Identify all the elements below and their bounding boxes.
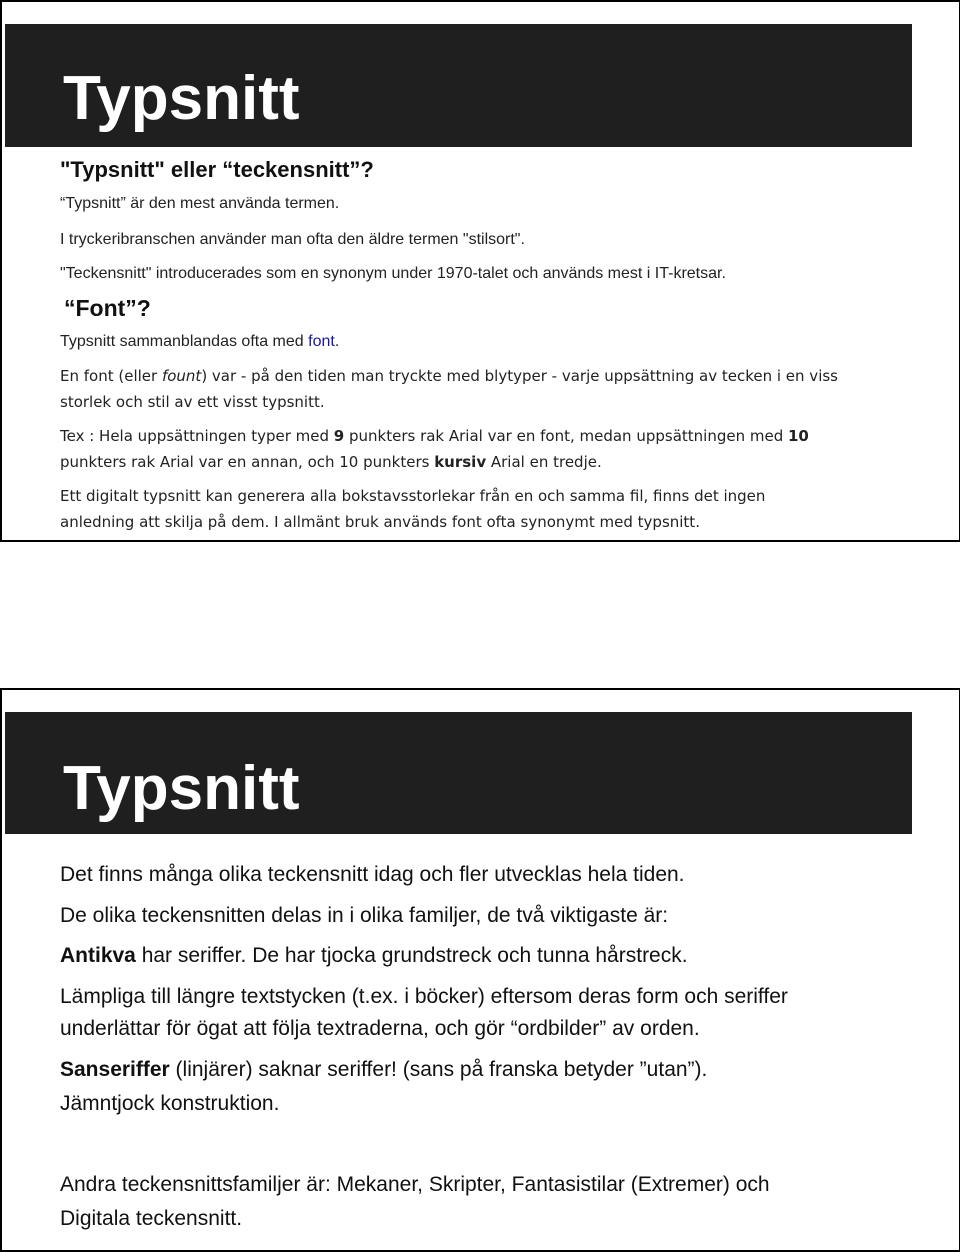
bold-span: 10 (787, 427, 809, 445)
text-span: Typsnitt sammanblandas ofta med (60, 333, 309, 350)
text-span: Arial en tredje. (486, 453, 602, 471)
text-line (60, 449, 602, 475)
italic-span: fount (161, 367, 202, 385)
text-line: Ett digitalt typsnitt kan generera alla bokstavsstorlekar från en och samma fil, finns det ingen (60, 487, 766, 505)
text-line: De olika teckensnitten delas in i olika familjer, de två viktigaste är: (60, 904, 669, 927)
bold-span: 9 (333, 427, 345, 445)
text-line (60, 363, 838, 389)
text-span: punkters rak Arial var en annan, och 10 punkters (60, 453, 435, 471)
text-line: "Teckensnitt" introducerades som en synonym under 1970-talet och används mest i IT-kretsar. (60, 265, 726, 282)
slide-2 (0, 688, 960, 1252)
slide-title: Typsnitt (63, 64, 300, 133)
title-bar (5, 24, 912, 147)
text-line: “Typsnitt” är den mest använda termen. (60, 195, 340, 212)
title-bar (5, 712, 912, 834)
bold-span: Antikva (60, 944, 136, 967)
text-span: ) var - på den tiden man tryckte med blytyper - varje uppsättning av tecken i en viss (201, 367, 838, 385)
bold-span: Sanseriffer (60, 1058, 170, 1081)
text-span: punkters rak Arial var en font, medan uppsättningen med (344, 427, 788, 445)
text-span: Tex : Hela uppsättningen typer med (60, 427, 334, 445)
bold-span: kursiv (434, 453, 487, 471)
text-span: (linjärer) saknar seriffer! (sans på franska betyder ”utan”). (169, 1058, 708, 1081)
text-span: . (334, 333, 340, 350)
text-line: Digitala teckensnitt. (60, 1207, 243, 1230)
text-line (60, 329, 339, 355)
font-link[interactable]: font (308, 333, 335, 350)
text-line: underlättar för ögat att följa textraderna, och gör “ordbilder” av orden. (60, 1017, 700, 1040)
text-span: har seriffer. De har tjocka grundstreck och tunna hårstreck. (135, 944, 688, 967)
text-line: Jämntjock konstruktion. (60, 1092, 280, 1115)
text-line (60, 1054, 707, 1086)
heading-font: “Font”? (64, 295, 151, 321)
text-line: I tryckeribranschen använder man ofta den äldre termen "stilsort". (60, 231, 525, 248)
text-line: Det finns många olika teckensnitt idag och fler utvecklas hela tiden. (60, 863, 685, 886)
text-line (60, 940, 688, 972)
text-line: anledning att skilja på dem. I allmänt bruk används font ofta synonymt med typsnitt. (60, 513, 700, 531)
text-line: Lämpliga till längre textstycken (t.ex. i böcker) eftersom deras form och seriffer (60, 985, 788, 1008)
slide-title: Typsnitt (63, 754, 300, 823)
text-span: En font (eller (60, 367, 162, 385)
text-line (60, 423, 809, 449)
text-line: Andra teckensnittsfamiljer är: Mekaner, Skripter, Fantasistilar (Extremer) och (60, 1173, 770, 1196)
slide-1 (0, 0, 960, 542)
heading-typsnitt-teckensnitt: "Typsnitt" eller “teckensnitt”? (60, 157, 374, 182)
text-line: storlek och stil av ett visst typsnitt. (60, 393, 325, 411)
